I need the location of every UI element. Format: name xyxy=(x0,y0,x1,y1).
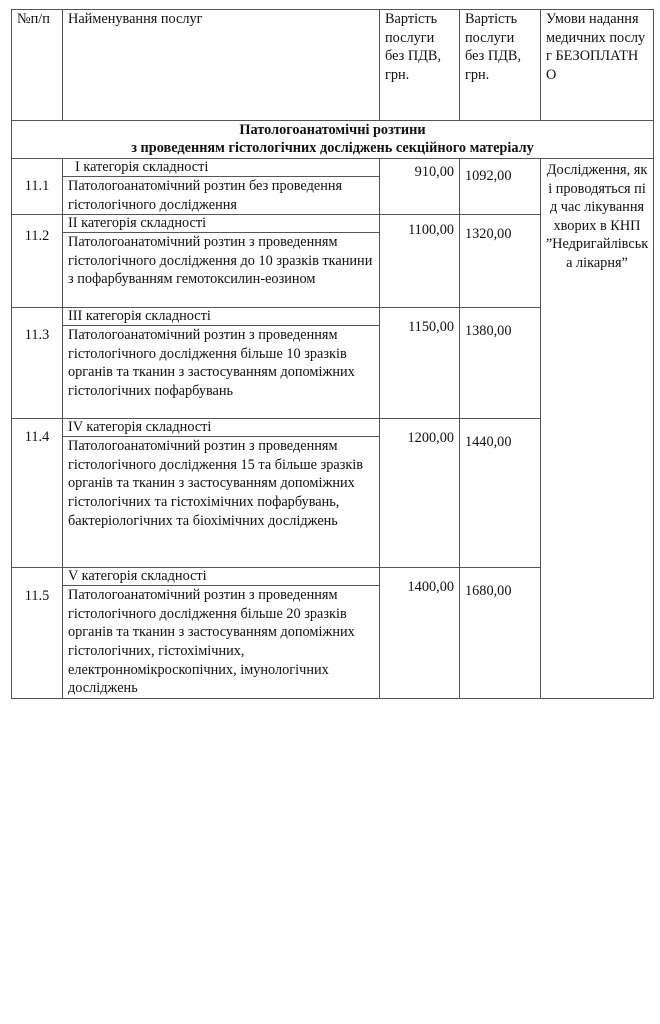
row-price xyxy=(380,308,460,419)
row-category: III категорія складності xyxy=(63,308,380,326)
row-price xyxy=(380,215,460,308)
row-price-vat xyxy=(460,215,541,308)
price-value: 1100,00 xyxy=(408,222,454,239)
row-number: 11.5 xyxy=(12,568,63,699)
price-table xyxy=(11,9,654,699)
header-price-with-vat: Вартість послуги без ПДВ, грн. xyxy=(460,10,541,121)
header-name: Найменування послуг xyxy=(63,10,380,121)
row-number: 11.2 xyxy=(12,215,63,308)
section-title-line1: Патологоанатомічні розтини xyxy=(239,122,426,138)
row-price-vat xyxy=(460,419,541,568)
row-description: Патологоанатомічний розтин з проведенням гістологічного дослідження до 10 зразків тканини з пофарбуванням гемотоксилин-еозином xyxy=(63,233,380,308)
header-num: №п/п xyxy=(12,10,63,121)
row-description: Патологоанатомічний розтин з проведенням гістологічного дослідження 15 та більше зразків органів та тканин з застосуванням допоміжних гістологічних та гістохімічних пофарбувань, бактеріологічних та біохімічних досліджень xyxy=(63,437,380,568)
section-title-row xyxy=(12,121,654,159)
row-number: 11.3 xyxy=(12,308,63,419)
row-number: 11.4 xyxy=(12,419,63,568)
row-category: V категорія складності xyxy=(63,568,380,586)
row-price xyxy=(380,159,460,215)
row-price-vat xyxy=(460,568,541,699)
price-value: 910,00 xyxy=(414,164,454,180)
row-category: I категорія складності xyxy=(63,159,380,177)
row-price-vat xyxy=(460,308,541,419)
row-category: II категорія складності xyxy=(63,215,380,233)
section-title-line2: з проведенням гістологічних досліджень секційного матеріалу xyxy=(131,140,534,156)
price-vat-value: 1380,00 xyxy=(465,323,512,340)
price-vat-value: 1320,00 xyxy=(465,226,512,243)
row-category: IV категорія складності xyxy=(63,419,380,437)
price-value: 1400,00 xyxy=(407,579,454,596)
header-conditions: Умови надання медичних послуг БЕЗОПЛАТНО xyxy=(541,10,654,121)
table-row xyxy=(12,159,654,177)
price-vat-value: 1680,00 xyxy=(465,583,512,600)
price-value: 1150,00 xyxy=(408,319,454,336)
row-price-vat xyxy=(460,159,541,215)
row-price xyxy=(380,568,460,699)
conditions-cell xyxy=(541,159,654,699)
row-number: 11.1 xyxy=(12,159,63,215)
section-title xyxy=(12,121,654,159)
row-description: Патологоанатомічний розтин з проведенням гістологічного дослідження більше 10 зразків органів та тканин з застосуванням допоміжних гістологічних пофарбувань xyxy=(63,326,380,419)
price-vat-value: 1092,00 xyxy=(465,168,512,184)
header-price-no-vat: Вартість послуги без ПДВ, грн. xyxy=(380,10,460,121)
price-value: 1200,00 xyxy=(407,430,454,447)
row-description: Патологоанатомічний розтин без проведення гістологічного дослідження xyxy=(63,177,380,215)
price-vat-value: 1440,00 xyxy=(465,434,512,451)
table-header-row xyxy=(12,10,654,121)
row-description: Патологоанатомічний розтин з проведенням гістологічного дослідження більше 20 зразків органів та тканин з застосуванням допоміжних гістологічних, гістохімічних, електронномікроскопічних, імунологічних досліджень xyxy=(63,586,380,699)
row-price xyxy=(380,419,460,568)
conditions-text: Дослідження, які проводяться під час лікування хворих в КНП ”Недригайлівська лікарня” xyxy=(545,162,649,271)
